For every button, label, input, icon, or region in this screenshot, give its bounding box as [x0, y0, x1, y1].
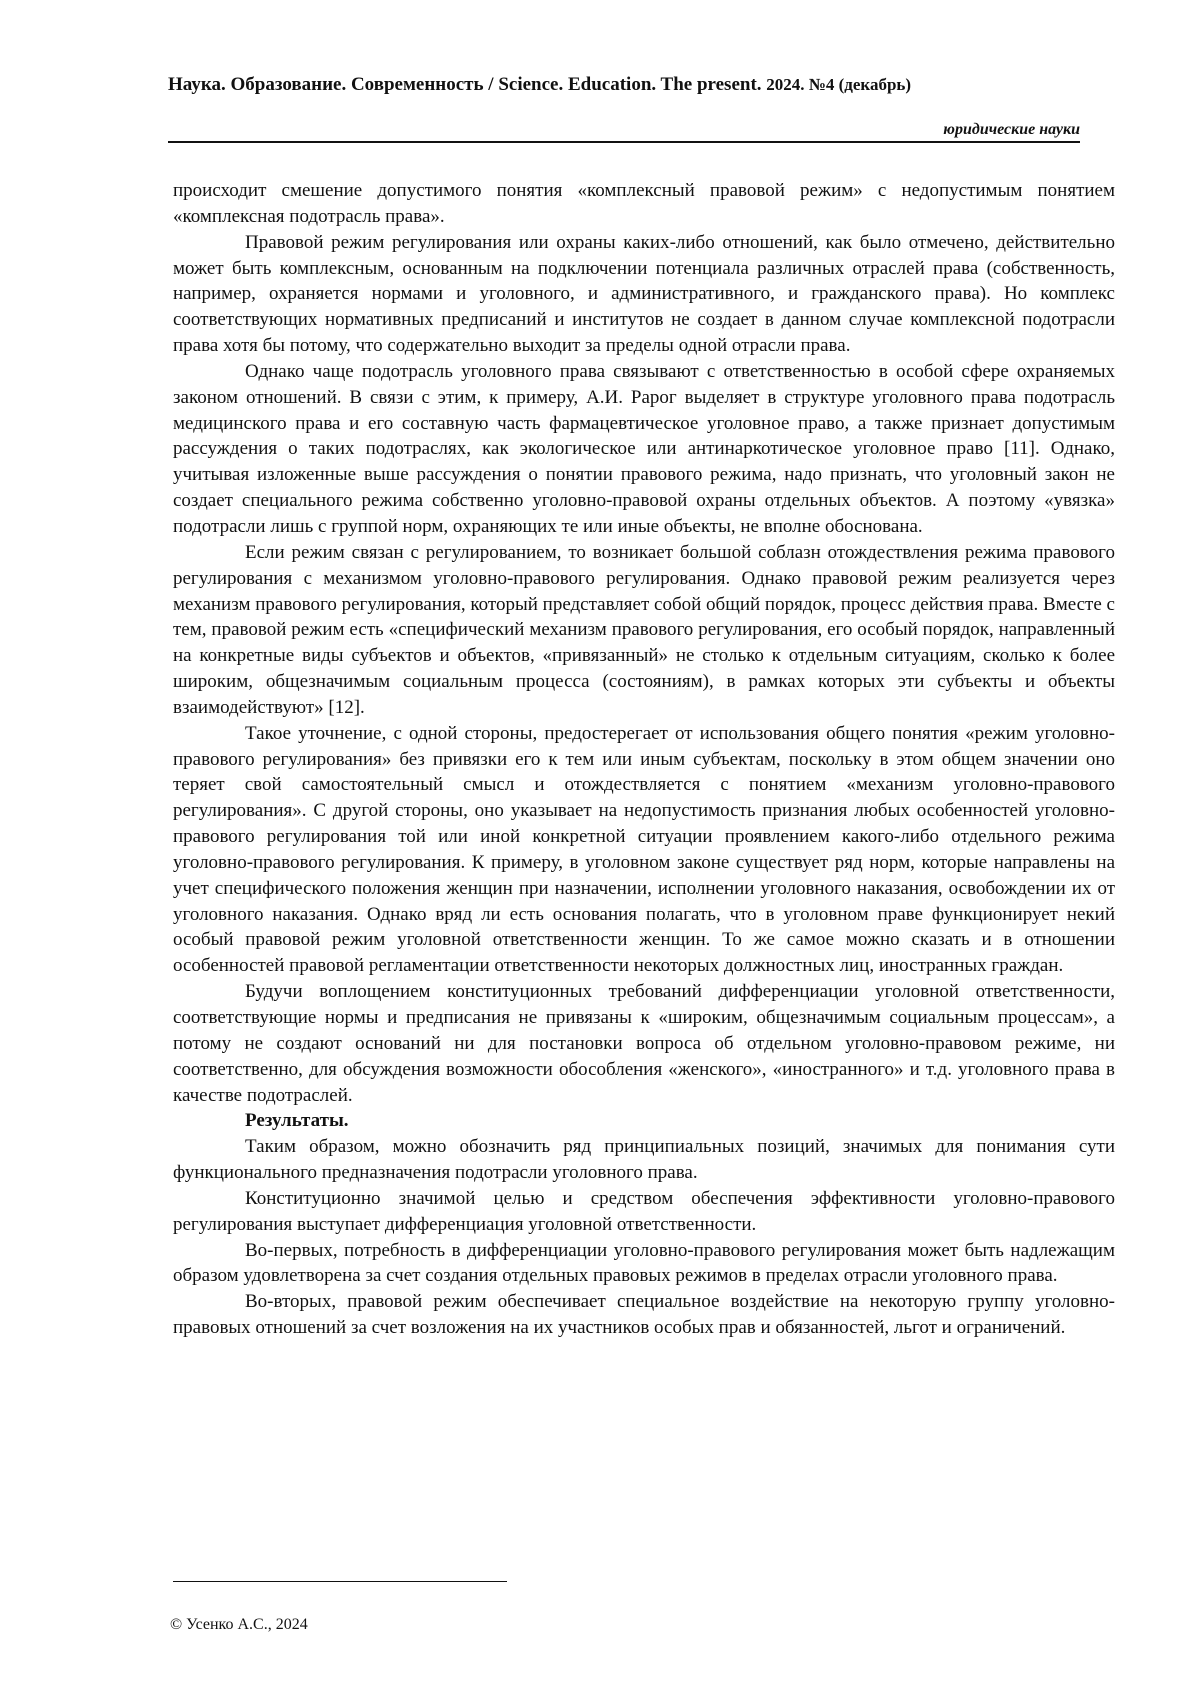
header-divider — [168, 141, 1080, 143]
paragraph: Таким образом, можно обозначить ряд принципиальных позиций, значимых для понимания сути функционального предназначения подотрасли уголовного права. — [173, 1136, 1115, 1184]
paragraph: происходит смешение допустимого понятия «комплексный правовой режим» с недопустимым понятием «комплексная подотрасль права». — [173, 180, 1115, 227]
paragraph: Будучи воплощением конституционных требований дифференциации уголовной ответственности, соответствующие нормы и предписания не привязаны к «широким, общезначимым социальным процессам», а потому не создают оснований ни для постановки вопроса об отдельном уголовно-правовом режиме, ни соответственно, для обсуждения возможности обособления «женского», «иностранного» и т.д. уголовного права в качестве подотраслей. — [173, 981, 1115, 1106]
footnote-divider — [173, 1581, 507, 1582]
paragraph: Такое уточнение, с одной стороны, предостерегает от использования общего понятия «режим уголовно-правового регулирования» без привязки его к тем или иным субъектам, поскольку в этом общем значении оно теряет свой самостоятельный смысл и отождествляется с понятием «механизм уголовно-правового регулирования». С другой стороны, оно указывает на недопустимость признания любых особенностей уголовно-правового регулирования той или иной конкретной ситуации проявлением какого-либо отдельного режима уголовно-правового регулирования. К примеру, в уголовном законе существует ряд норм, которые направлены на учет специфического положения женщин при назначении, исполнении уголовного наказания, освобождении их от уголовного наказания. Однако вряд ли есть основания полагать, что в уголовном праве функционирует некий особый правовой режим уголовной ответственности женщин. То же самое можно сказать и в отношении особенностей правовой регламентации ответственности некоторых должностных лиц, иностранных граждан. — [173, 722, 1115, 977]
paragraph: Если режим связан с регулированием, то возникает большой соблазн отождествления режима правового регулирования с механизмом уголовно-правового регулирования. Однако правовой режим реализуется через механизм правового регулирования, который представляет собой общий порядок, процесс действия права. Вместе с тем, правовой режим есть «специфический механизм правового регулирования, его особый порядок, направленный на конкретные виды субъектов и объектов, «привязанный» не столько к отдельным ситуациям, сколько к более широким, общезначимым социальным процесса (состояниям), в рамках которых эти субъекты и объекты взаимодействуют» [12]. — [173, 541, 1115, 718]
section-label: юридические науки — [943, 121, 1080, 138]
paragraph: Во-первых, потребность в дифференциации уголовно-правового регулирования может быть надлежащим образом удовлетворена за счет создания отдельных правовых режимов в пределах отрасли уголовного права. — [173, 1239, 1115, 1287]
journal-header — [168, 74, 1068, 96]
article-body — [173, 178, 1115, 1341]
journal-title: Наука. Образование. Современность / Science. Education. The present. — [168, 74, 762, 95]
results-heading: Результаты. — [245, 1110, 349, 1132]
copyright-note: © Усенко А.С., 2024 — [170, 1616, 308, 1633]
paragraph: Конституционно значимой целью и средством обеспечения эффективности уголовно-правового регулирования выступает дифференциация уголовной ответственности. — [173, 1187, 1115, 1235]
paragraph: Однако чаще подотрасль уголовного права связывают с ответственностью в особой сфере охраняемых законом отношений. В связи с этим, к примеру, А.И. Рарог выделяет в структуре уголовного права подотрасль медицинского права и его составную часть фармацевтическое уголовное право, а также признает допустимым рассуждения о таких подотраслях, как экологическое или антинаркотическое уголовное право [11]. Однако, учитывая изложенные выше рассуждения о понятии правового режима, надо признать, что уголовный закон не создает специального режима собственно уголовно-правовой охраны отдельных объектов. А поэтому «увязка» подотрасли лишь с группой норм, охраняющих те или иные объекты, не вполне обоснована. — [173, 360, 1115, 537]
paragraph: Во-вторых, правовой режим обеспечивает специальное воздействие на некоторую группу уголовно-правовых отношений за счет возложения на их участников особых прав и обязанностей, льгот и ограничений. — [173, 1291, 1115, 1339]
journal-issue: 2024. №4 (декабрь) — [766, 75, 912, 94]
paragraph: Правовой режим регулирования или охраны каких-либо отношений, как было отмечено, действительно может быть комплексным, основанным на подключении потенциала различных отраслей права (собственность, например, охраняется нормами и уголовного, и административного, и гражданского права). Но комплекс соответствующих нормативных предписаний и институтов не создает в данном случае комплексной подотрасли права хотя бы потому, что содержательно выходит за пределы одной отрасли права. — [173, 231, 1115, 357]
